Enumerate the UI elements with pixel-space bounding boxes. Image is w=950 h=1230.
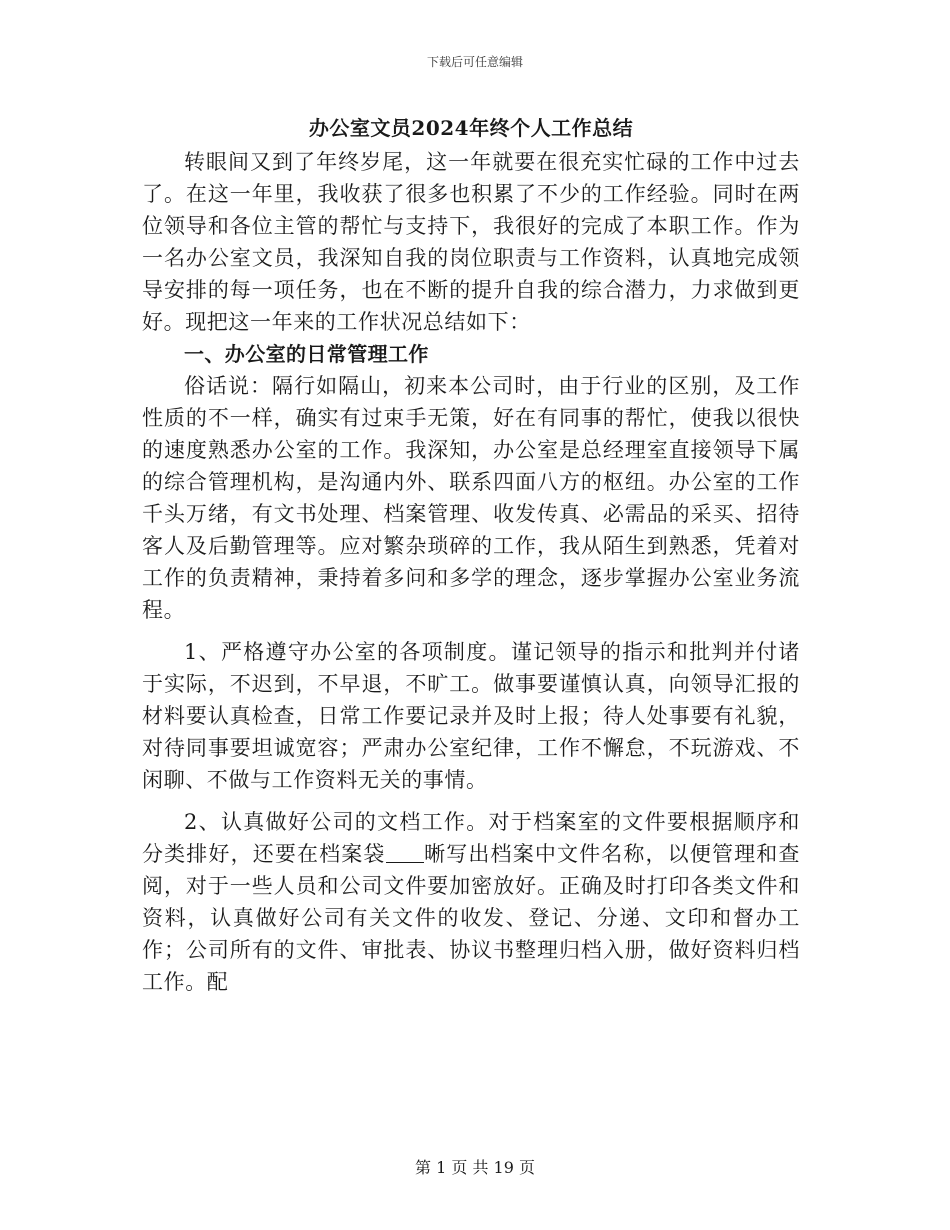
list-item-1: 1、严格遵守办公室的各项制度。谨记领导的指示和批判并付诸于实际，不迟到，不早退，不旷工。做事要谨慎认真，向领导汇报的材料要认真检查，日常工作要记录并及时上报；待人处事要有礼貌，对待同事要坦诚宽容；严肃办公室纪律，工作不懈怠，不玩游戏、不闲聊、不做与工作资料无关的事情。 xyxy=(142,640,800,792)
list-item-2 xyxy=(142,806,800,998)
fill-in-blank xyxy=(386,842,424,863)
list-item-2-part2: 晰写出档案中文件名称，以便管理和查阅，对于一些人员和公司文件要加密放好。正确及时打印各类文件和资料，认真做好公司有关文件的收发、登记、分递、文印和督办工作；公司所有的文件、审批表、协议书整理归档入册，做好资料归档工作。配 xyxy=(142,842,800,994)
paragraph-spacer xyxy=(142,796,800,806)
intro-paragraph: 转眼间又到了年终岁尾，这一年就要在很充实忙碌的工作中过去了。在这一年里，我收获了很多也积累了不少的工作经验。同时在两位领导和各位主管的帮忙与支持下，我很好的完成了本职工作。作为一名办公室文员，我深知自我的岗位职责与工作资料，认真地完成领导安排的每一项任务，也在不断的提升自我的综合潜力，力求做到更好。现把这一年来的工作状况总结如下： xyxy=(142,150,800,334)
section-paragraph: 俗话说：隔行如隔山，初来本公司时，由于行业的区别，及工作性质的不一样，确实有过束手无策，好在有同事的帮忙，使我以很快的速度熟悉办公室的工作。我深知，办公室是总经理室直接领导下属的综合管理机构，是沟通内外、联系四面八方的枢纽。办公室的工作千头万绪，有文书处理、档案管理、收发传真、必需品的采买、招待客人及后勤管理等。应对繁杂琐碎的工作，我从陌生到熟悉，凭着对工作的负责精神，秉持着多问和多学的理念，逐步掌握办公室业务流程。 xyxy=(142,374,800,622)
section-heading: 一、办公室的日常管理工作 xyxy=(184,342,429,366)
header-note: 下载后可任意编辑 xyxy=(426,55,523,69)
document-title: 办公室文员2024年终个人工作总结 xyxy=(308,116,634,140)
list-item-2-part1: 2、认真做好公司的文档工作。对于档案室的文件要根据顺序和分类排好，还要在档案袋 xyxy=(142,810,800,866)
page-number: 第 1 页 共 19 页 xyxy=(415,1158,535,1177)
document-body xyxy=(142,112,800,998)
paragraph-spacer xyxy=(142,626,800,636)
